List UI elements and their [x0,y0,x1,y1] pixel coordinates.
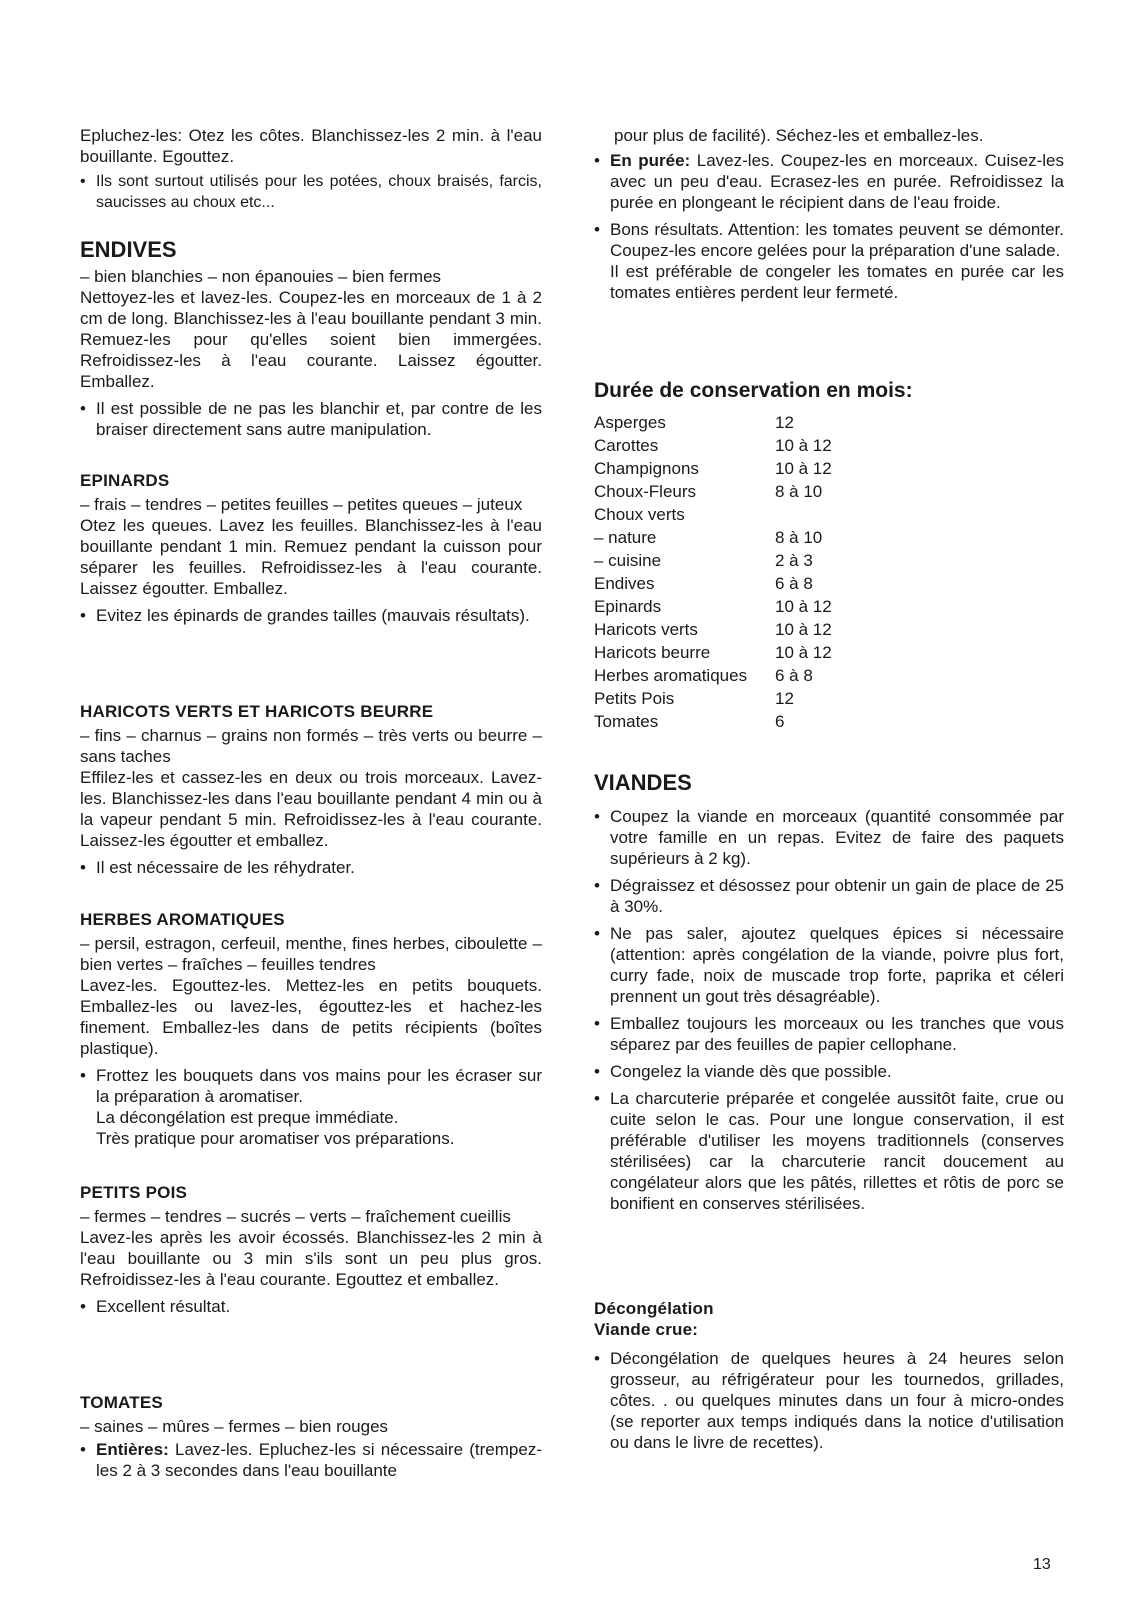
haricots-section [80,701,542,884]
viandes-bullet-3: • Ne pas saler, ajoutez quelques épices si nécessaire (attention: après congélation de la viande, poivre plus fort, curry fade, noix de muscade trop forte, paprika et céleri prennent un gout très désagréable). [594,923,1064,1007]
tomates-bullets [80,1439,542,1481]
conservation-row [594,412,832,435]
choux-bullets [80,171,542,213]
page-number: 13 [1033,1556,1051,1573]
petits-pois-text: Lavez-les après les avoir écossés. Blanchissez-les 2 min à l'eau bouillante ou 3 min s'ils sont un peu plus gros. Refroidissez-les à l'eau courante. Egouttez et emballez. [80,1228,542,1289]
conservation-item-duration: 2 à 3 [775,551,813,570]
conservation-item-name: Champignons [594,459,699,478]
tomates-cont-bullets-wrap [594,150,1064,309]
conservation-item-name: Choux-Fleurs [594,482,697,501]
conservation-item-name: Haricots verts [594,620,698,639]
viandes-bullet-6: • La charcuterie préparée et congelée aussitôt faite, crue ou cuite selon le cas. Pour une longue conservation, il est préférable d'utiliser les moyens traditionnels (conserves stérilisées) car la charcuterie rancit doucement au congélateur alors que les pâtés, rillettes et rôtis de porc se bonifient en conserves stérilisées. [594,1088,1064,1214]
tomates-section [80,1392,542,1487]
epinards-section [80,470,542,632]
petits-pois-title: PETITS POIS [80,1183,188,1202]
tomates-title: TOMATES [80,1393,163,1412]
conservation-row [594,527,832,550]
tomates-bullet-entieres [80,1439,542,1481]
tomates-quality: – saines – mûres – fermes – bien rouges [80,1417,389,1436]
tomates-cont-text: pour plus de facilité). Séchez-les et emballez-les. [614,126,984,145]
conservation-row [594,458,832,481]
conservation-table [594,412,832,734]
conservation-item-duration: 10 à 12 [775,436,832,455]
haricots-bullet: • Il est nécessaire de les réhydrater. [80,857,542,878]
conservation-item-name: Petits Pois [594,689,675,708]
herbes-quality: – persil, estragon, cerfeuil, menthe, fines herbes, ciboulette – bien vertes – fraîches – feuilles tendres [80,934,542,974]
conservation-item-name: Choux verts [594,505,685,524]
viandes-bullet-4: • Emballez toujours les morceaux ou les tranches que vous séparez par des feuilles de papier cellophane. [594,1013,1064,1055]
conservation-row [594,688,832,711]
decongelation-bullets [594,1348,1064,1453]
endives-text: Nettoyez-les et lavez-les. Coupez-les en morceaux de 1 à 2 cm de long. Blanchissez-les à l'eau bouillante pendant 3 min. Remuez-les pour qu'elles soient bien immergées. Refroidissez-les à l'eau courante. Laissez égoutter. Emballez. [80,288,542,391]
tomates-resultats-line2: Il est préférable de congeler les tomates en purée car les tomates entières perdent leur fermeté. [610,262,1064,302]
tomates-resultats-line1: • Bons résultats. Attention: les tomates peuvent se démonter. Coupez-les encore gelées pour la préparation d'une salade. [610,220,1064,260]
tomates-puree-bullet [594,150,1064,213]
endives-section [80,237,542,446]
conservation-row [594,711,832,734]
conservation-row [594,481,832,504]
conservation-item-duration: 10 à 12 [775,459,832,478]
conservation-item-name: Carottes [594,436,659,455]
conservation-table-body [594,412,832,734]
petits-pois-section [80,1182,542,1323]
herbes-section [80,909,542,1155]
tomates-puree-text: Lavez-les. Coupez-les en morceaux. Cuisez-les avec un peu d'eau. Ecrasez-les en purée. Refroidissez la purée en plongeant le récipient dans de l'eau froide. [610,151,1064,212]
tomates-continuation [614,125,1064,146]
conservation-row [594,642,832,665]
decongelation-bullet: • Décongélation de quelques heures à 24 heures selon grosseur, au réfrigérateur pour les tournedos, grillades, côtes. . ou quelques minutes dans un four à micro-ondes (se reporter aux temps indiqués dans la notice d'utilisation ou dans le livre de recettes). [594,1348,1064,1453]
conservation-item-duration: 8 à 10 [775,528,823,547]
epinards-bullet: • Evitez les épinards de grandes tailles (mauvais résultats). [80,605,542,626]
decongelation-section [594,1298,1064,1459]
decongelation-subtitle: Viande crue: [594,1320,699,1339]
herbes-text: Lavez-les. Egouttez-les. Mettez-les en petits bouquets. Emballez-les ou lavez-les, égouttez-les et hachez-les finement. Emballez-les dans de petits récipients (boîtes plastique). [80,976,542,1058]
decongelation-title: Décongélation [594,1299,714,1318]
conservation-item-duration: 10 à 12 [775,597,832,616]
petits-pois-quality: – fermes – tendres – sucrés – verts – fraîchement cueillis [80,1207,511,1226]
viandes-bullet-5: • Congelez la viande dès que possible. [594,1061,1064,1082]
conservation-row [594,619,832,642]
epinards-quality: – frais – tendres – petites feuilles – petites queues – juteux [80,495,523,514]
conservation-item-name: Tomates [594,712,659,731]
herbes-bullet-line1: • Frottez les bouquets dans vos mains pour les écraser sur la préparation à aromatiser. [96,1066,542,1106]
conservation-row [594,665,832,688]
herbes-title: HERBES AROMATIQUES [80,910,285,929]
tomates-resultats-bullet [594,219,1064,303]
haricots-text: Effilez-les et cassez-les en deux ou trois morceaux. Lavez-les. Blanchissez-les dans l'eau bouillante pendant 4 min ou à la vapeur pendant 5 min. Refroidissez-les à l'eau courante. Laissez-les égoutter et emballez. [80,768,542,850]
conservation-item-duration: 10 à 12 [775,643,832,662]
endives-bullets [80,398,542,440]
choux-continuation [80,125,542,219]
conservation-item-duration: 8 à 10 [775,482,823,501]
conservation-item-name: Haricots beurre [594,643,711,662]
conservation-item-duration: 6 à 8 [775,574,813,593]
tomates-cont-bullets [594,150,1064,303]
endives-bullet: • Il est possible de ne pas les blanchir et, par contre de les braiser directement sans autre manipulation. [80,398,542,440]
herbes-bullet [80,1065,542,1149]
petits-pois-bullet: • Excellent résultat. [80,1296,542,1317]
conservation-item-duration: 10 à 12 [775,620,832,639]
conservation-section [594,378,1064,734]
tomates-puree-label: En purée: [610,151,691,170]
conservation-item-duration: 12 [775,689,794,708]
choux-bullet: • Ils sont surtout utilisés pour les potées, choux braisés, farcis, saucisses au choux etc... [80,171,542,213]
conservation-item-name: Asperges [594,413,666,432]
haricots-quality: – fins – charnus – grains non formés – très verts ou beurre – sans taches [80,726,542,766]
viandes-bullets [594,806,1064,1214]
endives-quality: – bien blanchies – non épanouies – bien fermes [80,267,442,286]
epinards-title: EPINARDS [80,471,170,490]
tomates-entieres-label: Entières: [96,1440,169,1459]
conservation-row [594,596,832,619]
conservation-item-name: Herbes aromatiques [594,666,748,685]
conservation-title: Durée de conservation en mois: [594,379,913,402]
viandes-bullet-2: • Dégraissez et désossez pour obtenir un gain de place de 25 à 30%. [594,875,1064,917]
conservation-item-name: – cuisine [594,551,662,570]
herbes-bullet-line2: La décongélation est preque immédiate. [96,1108,399,1127]
conservation-item-duration [775,504,832,527]
conservation-item-duration: 6 à 8 [775,666,813,685]
petits-pois-bullets [80,1296,542,1317]
herbes-bullets [80,1065,542,1149]
conservation-item-name: Endives [594,574,655,593]
epinards-text: Otez les queues. Lavez les feuilles. Blanchissez-les à l'eau bouillante pendant 1 min. Remuez pendant la cuisson pour séparer les feuilles. Refroidissez-les à l'eau courante. Laissez égoutter. Emballez. [80,516,542,598]
epinards-bullets [80,605,542,626]
conservation-item-duration: 12 [775,413,794,432]
haricots-title: HARICOTS VERTS ET HARICOTS BEURRE [80,702,434,721]
viandes-section [594,770,1064,1220]
conservation-row [594,435,832,458]
conservation-row [594,573,832,596]
conservation-item-duration: 6 [775,712,785,731]
viandes-bullet-1: • Coupez la viande en morceaux (quantité consommée par votre famille en un repas. Evitez de faire des paquets supérieurs à 2 kg). [594,806,1064,869]
herbes-bullet-line3: Très pratique pour aromatiser vos préparations. [96,1129,455,1148]
conservation-row [594,504,832,527]
viandes-title: VIANDES [594,770,692,795]
conservation-item-name: – nature [594,528,657,547]
choux-text: Epluchez-les: Otez les côtes. Blanchissez-les 2 min. à l'eau bouillante. Egouttez. [80,126,542,166]
conservation-row [594,550,832,573]
haricots-bullets [80,857,542,878]
tomates-entieres-text: Lavez-les. Epluchez-les si nécessaire (trempez-les 2 à 3 secondes dans l'eau bouillante [96,1440,542,1480]
endives-title: ENDIVES [80,237,177,262]
conservation-item-name: Epinards [594,597,662,616]
